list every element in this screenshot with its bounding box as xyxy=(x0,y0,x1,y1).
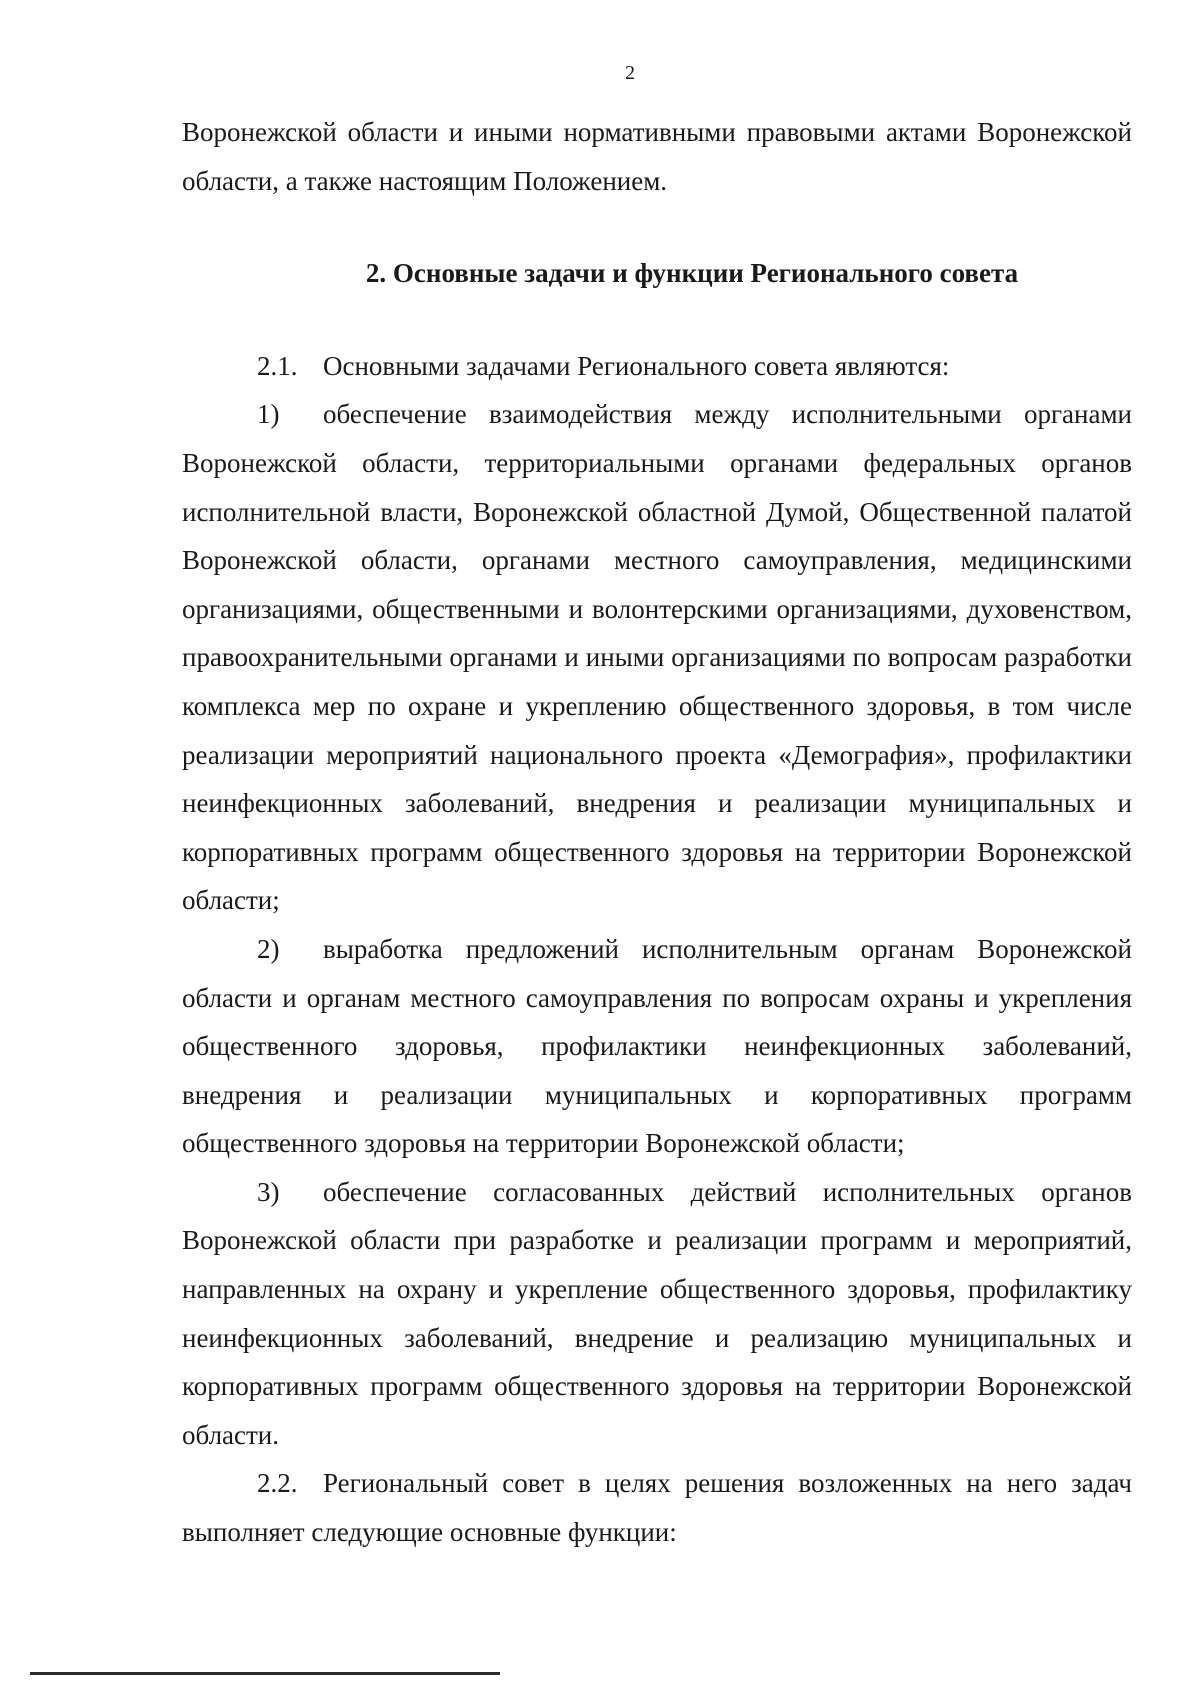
paragraph-text: Региональный совет в целях решения возложенных на него задач выполняет следующие основные функции: xyxy=(182,1468,1132,1548)
document-body xyxy=(182,108,1132,1557)
scan-edge-line xyxy=(30,1672,500,1675)
list-item-text: выработка предложений исполнительным органам Воронежской области и органам местного самоуправления по вопросам охраны и укрепления общественного здоровья, профилактики неинфекционных заболеваний, внедрения и реализации муниципальных и корпоративных программ общественного здоровья на территории Воронежской области; xyxy=(182,933,1132,1159)
page-number: 2 xyxy=(625,62,635,84)
paragraph-2-2 xyxy=(182,1459,1132,1556)
paragraph-number: 2.2. xyxy=(257,1468,298,1499)
list-item-number: 3) xyxy=(257,1176,280,1207)
intro-paragraph: Воронежской области и иными нормативными правовыми актами Воронежской области, а также настоящим Положением. xyxy=(182,117,1132,196)
list-item-number: 2) xyxy=(257,933,280,964)
section-heading: 2. Основные задачи и функции Регионального совета xyxy=(365,258,1019,289)
list-item-number: 1) xyxy=(257,399,280,430)
list-item-2 xyxy=(182,925,1132,1168)
list-item-3 xyxy=(182,1168,1132,1460)
list-item-1 xyxy=(182,390,1132,925)
list-item-text: обеспечение согласованных действий исполнительных органов Воронежской области при разработке и реализации программ и мероприятий, направленных на охрану и укрепление общественного здоровья, профилактику неинфекционных заболеваний, внедрение и реализацию муниципальных и корпоративных программ общественного здоровья на территории Воронежской области. xyxy=(182,1176,1132,1450)
list-item-text: обеспечение взаимодействия между исполнительными органами Воронежской области, территориальными органами федеральных органов исполнительной власти, Воронежской областной Думой, Общественной палатой Воронежской области, органами местного самоуправления, медицинскими организациями, общественными и волонтерскими организациями, духовенством, правоохранительными органами и иными организациями по вопросам разработки комплекса мер по охране и укреплению общественного здоровья, в том числе реализации мероприятий национального проекта «Демография», профилактики неинфекционных заболеваний, внедрения и реализации муниципальных и корпоративных программ общественного здоровья на территории Воронежской области; xyxy=(182,399,1132,916)
paragraph-2-1 xyxy=(182,342,1132,391)
paragraph-number: 2.1. xyxy=(257,350,298,381)
paragraph-text: Основными задачами Регионального совета являются: xyxy=(323,350,950,381)
